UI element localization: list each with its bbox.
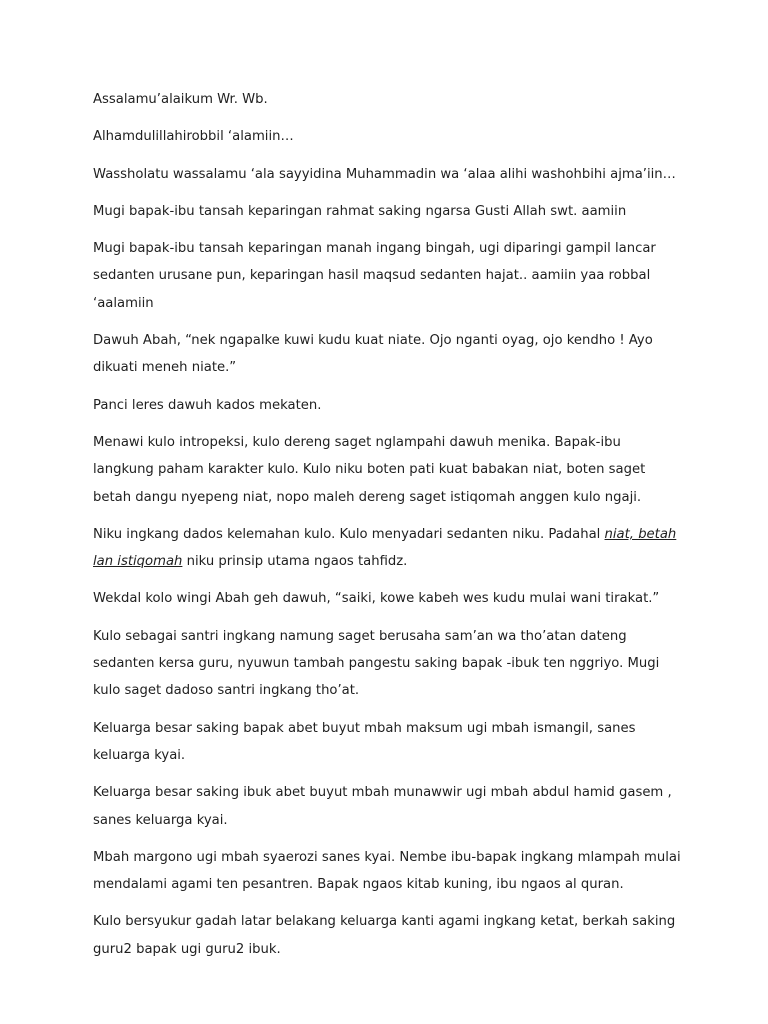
paragraph-panci-leres: Panci leres dawuh kados mekaten.: [93, 397, 322, 413]
emphasis-niat-link[interactable]: niat, betah lan istiqomah: [93, 526, 677, 570]
paragraph-santri: Kulo sebagai santri ingkang namung saget berusaha sam’an wa tho’atan dateng sedanten kersa guru, nyuwun tambah pangestu saking bapak -ibuk ten nggriyo. Mugi kulo saget dadoso santri ingkang tho’at.: [93, 628, 660, 699]
paragraph-mbah-margono: Mbah margono ugi mbah syaerozi sanes kyai. Nembe ibu-bapak ingkang mlampah mulai mendalami agami ten pesantren. Bapak ngaos kitab kuning, ibu ngaos al quran.: [93, 849, 681, 893]
paragraph-prayer-rahmat: Mugi bapak-ibu tansah keparingan rahmat saking ngarsa Gusti Allah swt. aamiin: [93, 203, 627, 219]
paragraph-kelemahan-text-after: niku prinsip utama ngaos tahfidz.: [182, 554, 408, 570]
paragraph-kelemahan-text-before: Niku ingkang dados kelemahan kulo. Kulo menyadari sedanten niku. Padahal: [93, 526, 605, 542]
paragraph-bersyukur: Kulo bersyukur gadah latar belakang keluarga kanti agami ingkang ketat, berkah saking guru2 bapak ugi guru2 ibuk.: [93, 914, 676, 957]
paragraph-hamdalah: Alhamdulillahirobbil ‘alamiin…: [93, 129, 294, 145]
paragraph-kelemahan: [93, 521, 683, 576]
paragraph-keluarga-bapak: Keluarga besar saking bapak abet buyut mbah maksum ugi mbah ismangil, sanes keluarga kyai.: [93, 720, 636, 763]
paragraph-keluarga-ibuk: Keluarga besar saking ibuk abet buyut mbah munawwir ugi mbah abdul hamid gasem , sanes keluarga kyai.: [93, 785, 672, 828]
paragraph-intropeksi: Menawi kulo intropeksi, kulo dereng saget nglampahi dawuh menika. Bapak-ibu langkung paham karakter kulo. Kulo niku boten pati kuat babakan niat, boten saget betah dangu nyepeng niat, nopo maleh dereng saget istiqomah anggen kulo ngaji.: [93, 434, 646, 505]
document-body: [93, 86, 683, 973]
paragraph-greeting: Assalamu’alaikum Wr. Wb.: [93, 92, 268, 107]
paragraph-prayer-manah: Mugi bapak-ibu tansah keparingan manah ingang bingah, ugi diparingi gampil lancar sedanten urusane pun, keparingan hasil maqsud sedanten hajat.. aamiin yaa robbal ‘aalamiin: [93, 241, 656, 311]
paragraph-wekdal: Wekdal kolo wingi Abah geh dawuh, “saiki, kowe kabeh wes kudu mulai wani tirakat.”: [93, 591, 660, 607]
paragraph-sholawat: Wassholatu wassalamu ‘ala sayyidina Muhammadin wa ‘alaa alihi washohbihi ajma’iin…: [93, 166, 676, 182]
paragraph-dawuh-abah: Dawuh Abah, “nek ngapalke kuwi kudu kuat niate. Ojo nganti oyag, ojo kendho ! Ayo dikuati meneh niate.”: [93, 333, 653, 376]
